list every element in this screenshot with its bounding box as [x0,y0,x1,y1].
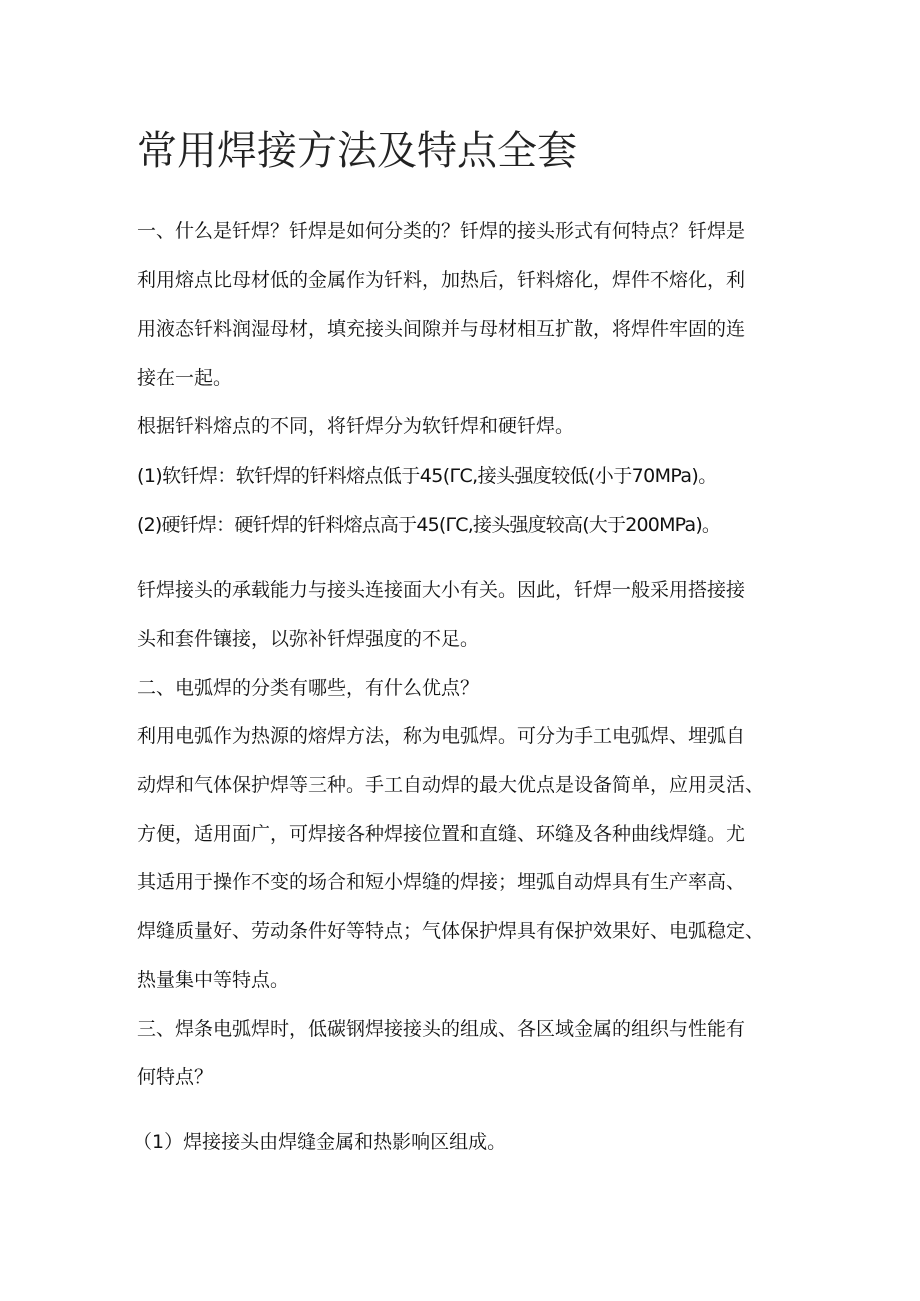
paragraph-line: 方便，适用面广，可焊接各种焊接位置和直缝、环缝及各种曲线焊缝。尤 [137,823,746,845]
paragraph-line: 头和套件镶接，以弥补钎焊强度的不足。 [137,628,480,650]
section-heading: 二、电弧焊的分类有哪些，有什么优点？ [137,677,480,699]
section-heading: 三、焊条电弧焊时，低碳钢焊接接头的组成、各区域金属的组织与性能有 [137,1018,746,1040]
paragraph-line: (1)软钎焊：软钎焊的钎料熔点低于45(ΓC,接头强度较低(小于70MPa)。 [137,465,717,487]
document-title: 常用焊接方法及特点全套 [137,128,577,174]
paragraph-line: 根据钎料熔点的不同，将钎焊分为软钎焊和硬钎焊。 [137,415,575,437]
paragraph-line: 钎焊接头的承载能力与接头连接面大小有关。因此，钎焊一般采用搭接接 [137,579,746,601]
paragraph-line: 动焊和气体保护焊等三种。手工自动焊的最大优点是设备简单，应用灵活、 [137,774,765,796]
paragraph-line: 接在一起。 [137,367,233,389]
paragraph-line: 何特点？ [137,1066,214,1088]
paragraph-line: 用液态钎料润湿母材，填充接头间隙并与母材相互扩散，将焊件牢固的连 [137,318,746,340]
paragraph-line: 利用电弧作为热源的熔焊方法，称为电弧焊。可分为手工电弧焊、埋弧自 [137,725,746,747]
paragraph-line: (2)硬钎焊：硬钎焊的钎料熔点高于45(ΓC,接头强度较高(大于200MPa)。 [137,514,721,536]
paragraph-line: （1）焊接接头由焊缝金属和热影响区组成。 [133,1131,507,1153]
paragraph-line: 焊缝质量好、劳动条件好等特点；气体保护焊具有保护效果好、电弧稳定、 [137,920,765,942]
paragraph-line: 其适用于操作不变的场合和短小焊缝的焊接；埋弧自动焊具有生产率高、 [137,871,746,893]
paragraph-line: 利用熔点比母材低的金属作为钎料，加热后，钎料熔化，焊件不熔化，利 [137,269,746,291]
paragraph-line: 一、什么是钎焊？钎焊是如何分类的？钎焊的接头形式有何特点？钎焊是 [137,220,746,242]
paragraph-line: 热量集中等特点。 [137,969,290,991]
